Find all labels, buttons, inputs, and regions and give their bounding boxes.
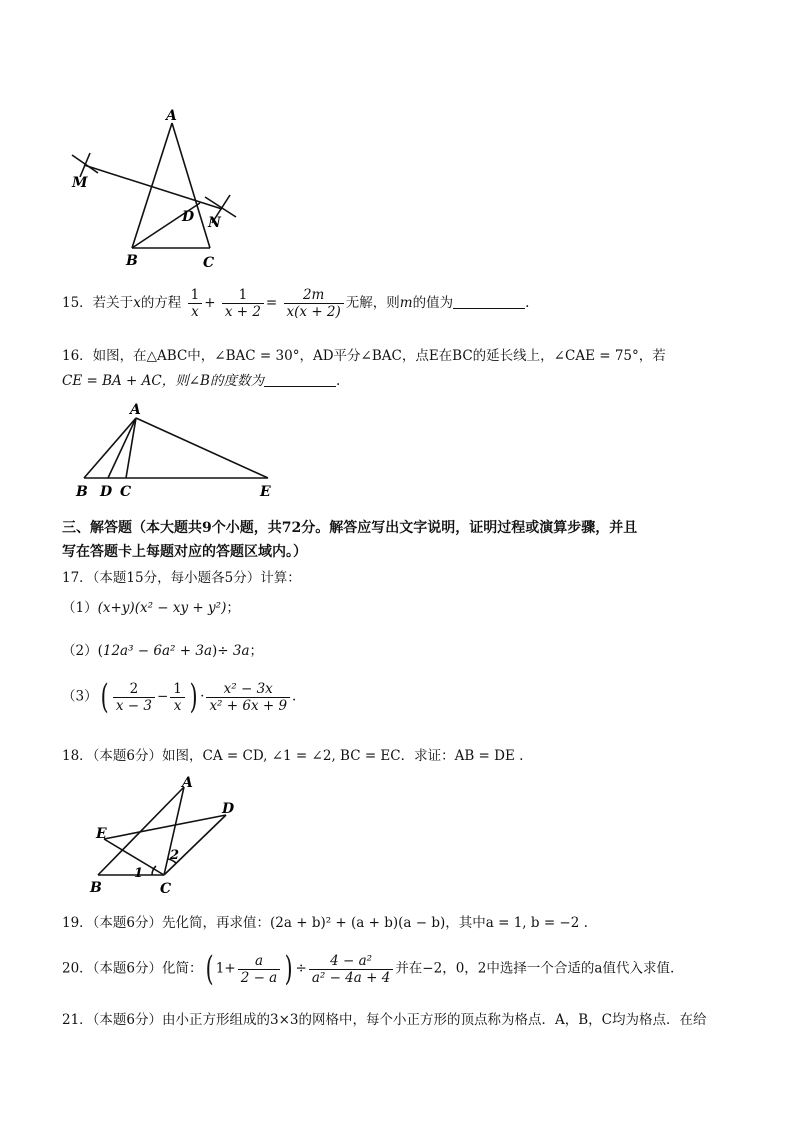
question-17-part-1: （1）(x+y)(x² − xy + y²)； [62, 600, 240, 616]
fraction-3: $\frac{2m}{x(x + 2)}$ [284, 287, 344, 320]
label-c: C [203, 255, 215, 271]
question-20: 20．（本题6分）化简：( 1+ $\frac{a}{2 - a}$ ) ÷ $\frac{\text{4 − a²}}{\text{a² − 4a + 4}}$ 并在−2，0，2中选择一个合适的a值代入求值. [62, 949, 675, 989]
question-16-line-1: 16．如图，在△ABC中，∠BAC = 30°，AD平分∠BAC，点E在BC的延长线上，∠CAE = 75°，若 [62, 348, 666, 364]
side-ac [172, 123, 210, 248]
section-3-heading-line-1: 三、解答题（本大题共9个小题，共72分。解答应写出文字说明，证明过程或演算步骤，并且 [62, 520, 638, 536]
fraction-20-2: $\frac{\text{4 − a²}}{\text{a² − 4a + 4}}$ [309, 953, 393, 986]
fraction-p3-1: $\frac{2}{x - 3}$ [113, 681, 155, 714]
label-a: A [130, 402, 141, 418]
figure-quadrilateral-abcde [80, 775, 250, 900]
segment-dc [164, 815, 226, 875]
answer-blank-16 [264, 374, 336, 387]
question-15: 15．若关于x的方程 $\frac{1}{x}$ + $\frac{1}{x + 2}$ = $\frac{2m}{x(x + 2)}$ 无解，则m的值为 . [62, 287, 530, 320]
fraction-1: $\frac{1}{x}$ [188, 287, 203, 320]
answer-blank-15 [453, 296, 525, 309]
label-a: A [166, 108, 177, 124]
fraction-20-1: $\frac{a}{2 - a}$ [238, 953, 281, 986]
label-d: D [182, 209, 195, 225]
line-mn [84, 165, 222, 209]
question-18: 18．（本题6分）如图，CA = CD, ∠1 = ∠2, BC = EC．求证：AB = DE . [62, 748, 524, 764]
label-angle-1: 1 [134, 866, 144, 881]
label-e: E [260, 484, 271, 500]
question-16-line-2: CE = BA + AC，则∠B的度数为 . [62, 373, 341, 389]
label-a: A [182, 775, 193, 791]
label-c: C [160, 881, 172, 897]
figure-triangle-construction [60, 105, 260, 275]
label-e: E [96, 826, 107, 842]
arc-mark-n1 [205, 197, 236, 217]
label-m: M [72, 175, 88, 191]
fraction-2: $\frac{1}{x + 2}$ [222, 287, 264, 320]
fraction-p3-3: $\frac{\text{x² − 3x}}{\text{x² + 6x + 9}}$ [206, 681, 290, 714]
label-d: D [100, 484, 113, 500]
label-n: N [208, 215, 221, 231]
fraction-p3-2: $\frac{1}{x}$ [170, 681, 185, 714]
question-17-part-3: （3）( $\frac{2}{x - 3}$ − $\frac{1}{x}$ ) · $\frac{\text{x² − 3x}}{\text{x² + 6x + 9}}$ . [62, 677, 297, 717]
segment-ae [136, 418, 268, 478]
question-19: 19．（本题6分）先化简，再求值：(2a + b)² + (a + b)(a − b)，其中a = 1, b = −2 . [62, 915, 588, 931]
question-17-title: 17．（本题15分，每小题各5分）计算： [62, 570, 301, 586]
label-b: B [126, 253, 138, 269]
section-3-heading-line-2: 写在答题卡上每题对应的答题区域内。） [62, 544, 307, 560]
label-angle-2: 2 [170, 848, 180, 863]
segment-ed [104, 815, 226, 839]
label-b: B [90, 880, 102, 896]
question-21: 21．（本题6分）由小正方形组成的3×3的网格中，每个小正方形的顶点称为格点．A，B，C均为格点．在给 [62, 1012, 707, 1028]
side-ab [132, 123, 172, 248]
label-b: B [76, 484, 88, 500]
arc-mark-m2 [80, 153, 90, 177]
label-d: D [222, 801, 235, 817]
question-17-part-2: （2）(12a³ − 6a² + 3a)÷ 3a； [62, 643, 264, 659]
figure-triangle-abde [70, 398, 290, 503]
label-c: C [120, 484, 132, 500]
